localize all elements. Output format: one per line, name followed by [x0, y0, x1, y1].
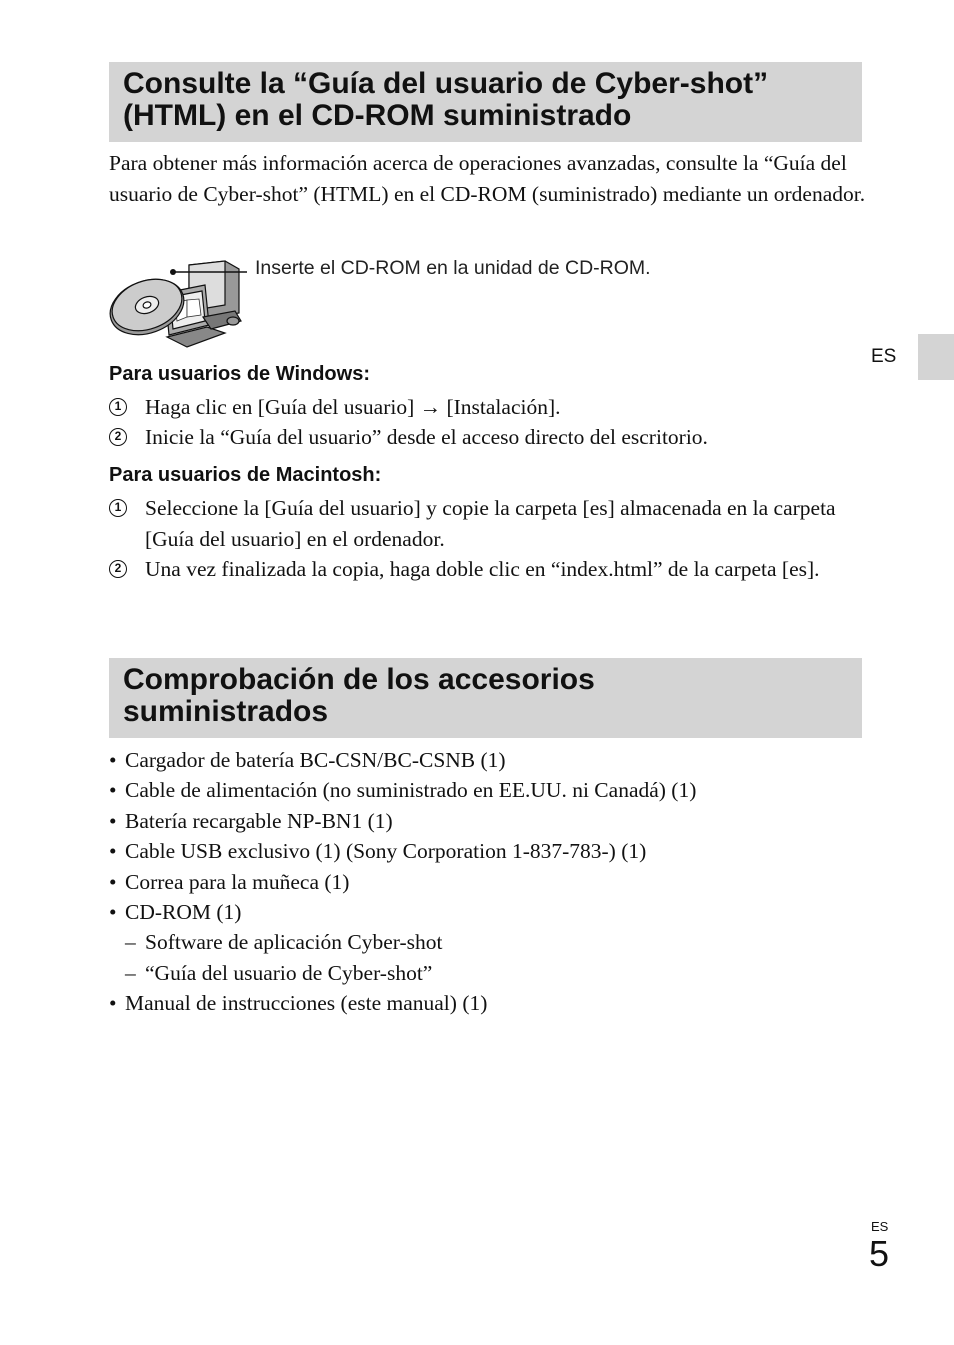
section-heading-user-guide [109, 62, 862, 142]
cd-rom-computer-illustration [107, 255, 247, 355]
windows-step-1-text-a: Haga clic en [Guía del usuario] [145, 395, 415, 419]
list-item: • Cable USB exclusivo (1) (Sony Corporation 1-837-783-) (1) [109, 836, 696, 866]
list-item: • CD-ROM (1) [109, 897, 696, 927]
windows-step-1 [109, 392, 869, 423]
section-title-line1: Consulte la “Guía del usuario de Cyber-shot” [123, 67, 769, 100]
step-number-icon: 2 [109, 428, 127, 446]
mac-step-2-text: Una vez finalizada la copia, haga doble clic en “index.html” de la carpeta [es]. [145, 557, 820, 581]
list-item: • Cargador de batería BC-CSN/BC-CSNB (1) [109, 745, 696, 775]
intro-paragraph: Para obtener más información acerca de operaciones avanzadas, consulte la “Guía del usuario de Cyber-shot” (HTML) en el CD-ROM (suministrado) mediante un ordenador. [109, 151, 866, 206]
cd-rom-caption: Inserte el CD-ROM en la unidad de CD-ROM. [255, 257, 651, 279]
page-number: 5 [869, 1233, 890, 1274]
section-heading-accessories [109, 658, 862, 738]
section-title-line2: suministrados [123, 695, 329, 728]
arrow-right-icon: → [419, 395, 442, 419]
list-sub-item: – “Guía del usuario de Cyber-shot” [109, 958, 696, 988]
windows-step-2-text: Inicie la “Guía del usuario” desde el acceso directo del escritorio. [145, 425, 708, 449]
windows-step-2 [109, 422, 869, 453]
step-number-icon: 1 [109, 499, 127, 517]
list-item: • Batería recargable NP-BN1 (1) [109, 806, 696, 836]
page-language: ES [871, 1219, 889, 1234]
mac-step-2 [109, 554, 869, 615]
mac-step-1 [109, 493, 869, 554]
list-item: • Cable de alimentación (no suministrado en EE.UU. ni Canadá) (1) [109, 775, 696, 805]
section-title-line1: Comprobación de los accesorios [123, 663, 595, 696]
section-title-line2: (HTML) en el CD-ROM suministrado [123, 99, 632, 132]
section-title [123, 664, 848, 728]
mac-step-1-text: Seleccione la [Guía del usuario] y copie la carpeta [es] almacenada en la carpeta [Guía del usuario] en el ordenador. [145, 496, 836, 551]
list-item: • Correa para la muñeca (1) [109, 867, 696, 897]
accessories-list [109, 745, 696, 1019]
step-number-icon: 1 [109, 398, 127, 416]
step-number-icon: 2 [109, 560, 127, 578]
section-title [123, 68, 848, 132]
language-side-label: ES [871, 346, 897, 367]
language-side-tab [918, 334, 954, 380]
list-sub-item: – Software de aplicación Cyber-shot [109, 927, 696, 957]
windows-heading: Para usuarios de Windows: [109, 363, 370, 385]
windows-step-1-text-b: [Instalación]. [446, 395, 561, 419]
list-item: • Manual de instrucciones (este manual) (1) [109, 988, 696, 1018]
mac-heading: Para usuarios de Macintosh: [109, 464, 382, 486]
